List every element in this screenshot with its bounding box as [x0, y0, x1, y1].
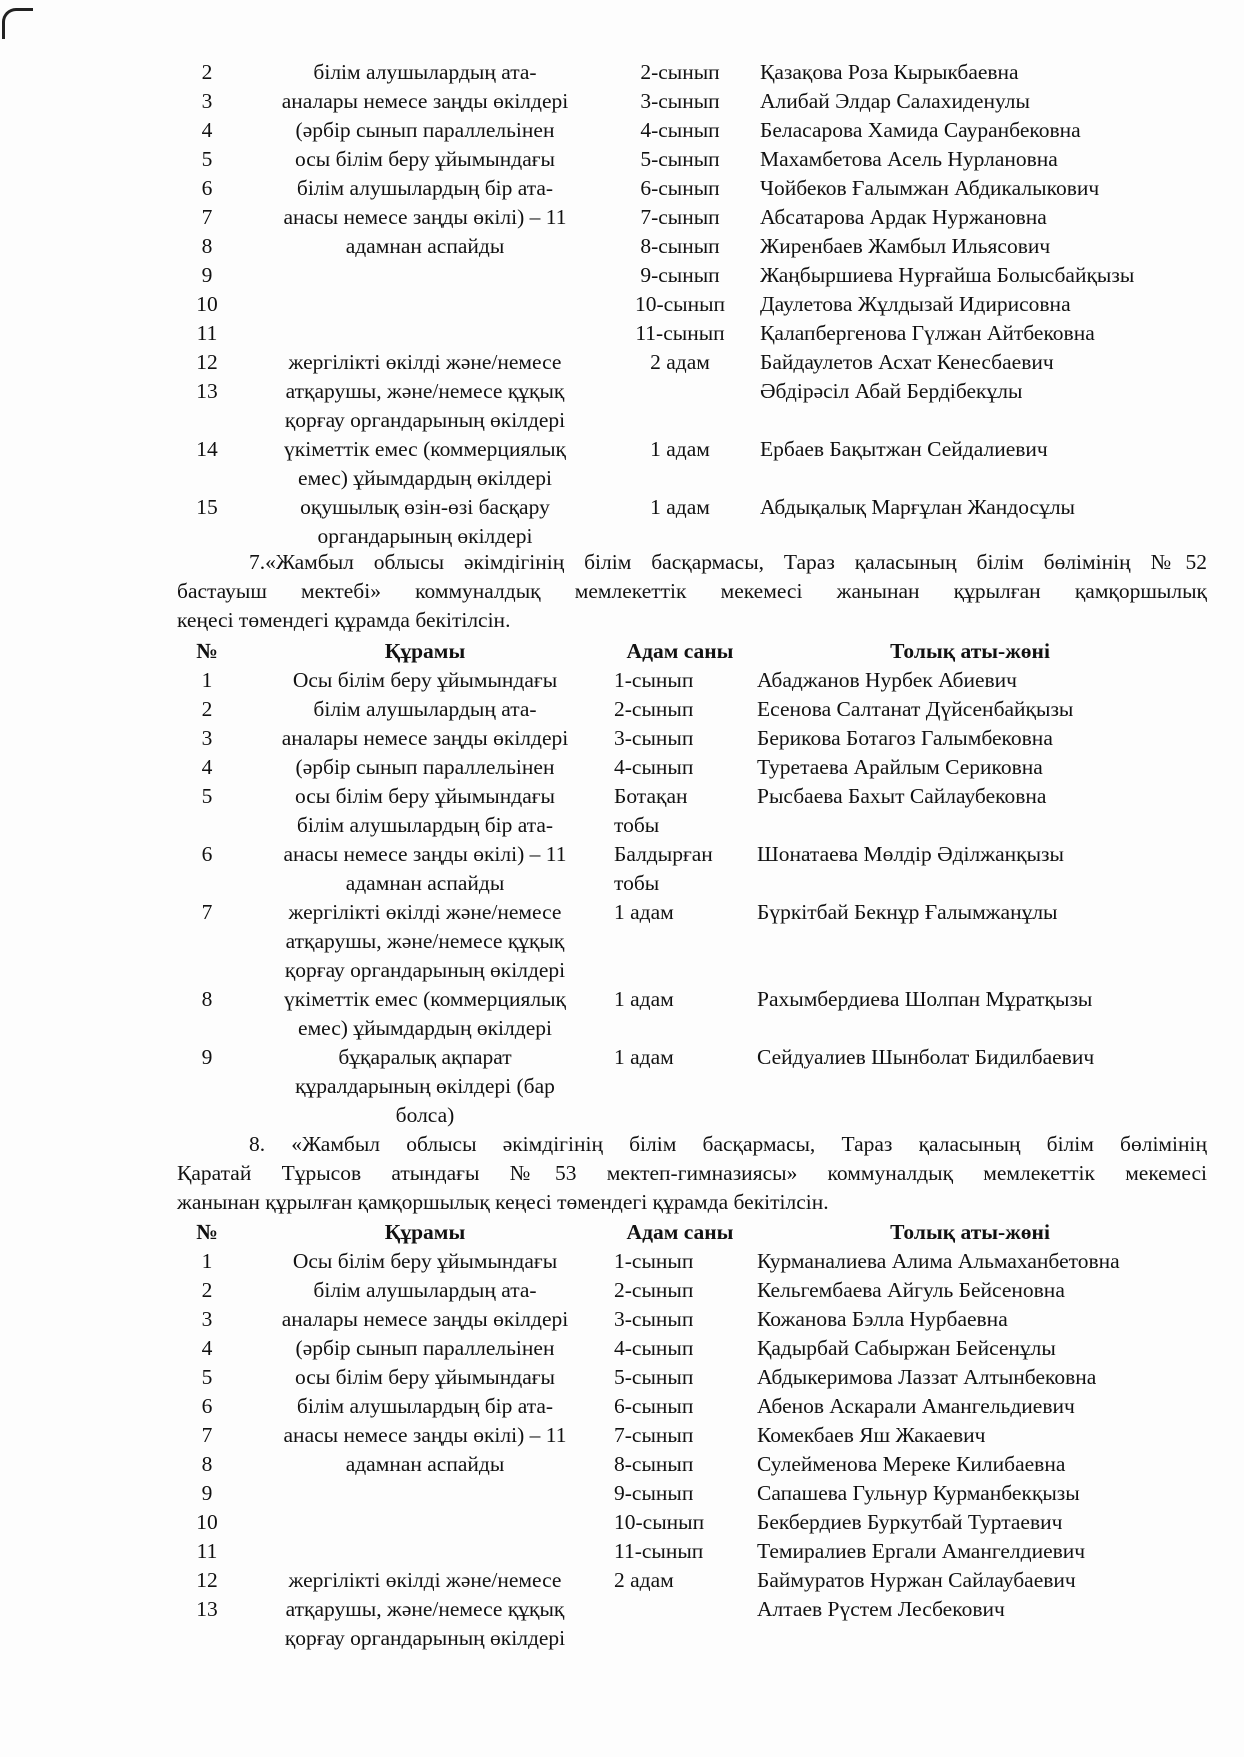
row-count: 7-сынып: [640, 205, 720, 229]
row-number: 4: [201, 1336, 213, 1360]
row-composition: білім алушылардың бір ата-: [296, 176, 554, 200]
row-number: 9: [201, 263, 213, 287]
row-count: 9-сынып: [640, 263, 720, 287]
table-row: [0, 1043, 1244, 1072]
row-count: 1 адам: [614, 900, 674, 924]
row-full-name: Сулейменова Мереке Килибаевна: [757, 1452, 1066, 1476]
row-composition: білім алушылардың ата-: [313, 697, 537, 721]
table-row: [0, 724, 1244, 753]
row-composition: (әрбір сынып параллельінен: [295, 755, 555, 779]
table-row: [0, 203, 1244, 232]
table-row: [0, 985, 1244, 1014]
table-row: [0, 348, 1244, 377]
table-header-row: [0, 637, 1244, 666]
row-number: 3: [201, 1307, 213, 1331]
row-count: 4-сынып: [640, 118, 720, 142]
row-count: 2 адам: [614, 1568, 674, 1592]
table-7: [0, 637, 1244, 1130]
row-full-name: Беласарова Хамида Сауранбековна: [760, 118, 1081, 142]
row-composition: атқарушы, және/немесе құқық: [285, 379, 565, 403]
row-count: 4-сынып: [614, 755, 694, 779]
row-full-name: Сейдуалиев Шынболат Бидилбаевич: [757, 1045, 1095, 1069]
row-count: тобы: [614, 871, 660, 895]
row-composition: қорғау органдарының өкілдері: [284, 958, 566, 982]
header-composition: Құрамы: [384, 639, 466, 663]
table-row: [0, 666, 1244, 695]
table-row: [0, 319, 1244, 348]
row-composition: емес) ұйымдардың өкілдері: [298, 1016, 552, 1040]
row-count: 2-сынып: [614, 1278, 694, 1302]
row-count: 11-сынып: [635, 321, 725, 345]
table-row: [0, 1101, 1244, 1130]
table-row: [0, 377, 1244, 406]
scan-corner-mark: [2, 8, 33, 39]
row-number: 10: [196, 1510, 218, 1534]
paragraph-7: [177, 548, 1207, 635]
row-number: 9: [201, 1481, 213, 1505]
header-full-name: Толық аты-жөні: [890, 1220, 1050, 1244]
table-row: [0, 695, 1244, 724]
row-number: 14: [196, 437, 218, 461]
row-full-name: Қадырбай Сабыржан Бейсенұлы: [757, 1336, 1056, 1360]
table-row: [0, 1508, 1244, 1537]
table-row: [0, 1392, 1244, 1421]
row-composition: атқарушы, және/немесе құқық: [285, 929, 565, 953]
row-composition: органдарының өкілдері: [317, 524, 533, 548]
row-composition: білім алушылардың ата-: [313, 60, 537, 84]
row-count: 5-сынып: [640, 147, 720, 171]
row-composition: білім алушылардың бір ата-: [296, 1394, 554, 1418]
row-composition: атқарушы, және/немесе құқық: [285, 1597, 565, 1621]
row-number: 6: [201, 842, 213, 866]
row-composition: құралдарының өкілдері (бар: [295, 1074, 555, 1098]
paragraph-7-line: бастауыш мектебі» коммуналдық мемлекеттік мекемесі жанынан құрылған қамқоршылық: [177, 579, 1207, 603]
row-number: 13: [196, 1597, 218, 1621]
row-composition: жергілікті өкілді және/немесе: [288, 350, 562, 374]
table-row: [0, 1334, 1244, 1363]
table-row: [0, 145, 1244, 174]
row-composition: қорғау органдарының өкілдері: [284, 408, 566, 432]
table-row: [0, 811, 1244, 840]
row-composition: жергілікті өкілді және/немесе: [288, 1568, 562, 1592]
table-row: [0, 1276, 1244, 1305]
table-continued: [0, 58, 1244, 551]
row-count: 1 адам: [614, 987, 674, 1011]
row-composition: осы білім беру ұйымындағы: [294, 1365, 556, 1389]
row-number: 8: [201, 987, 213, 1011]
row-number: 2: [201, 60, 213, 84]
table-row: [0, 406, 1244, 435]
row-count: 3-сынып: [640, 89, 720, 113]
row-full-name: Темиралиев Ергали Амангелдиевич: [757, 1539, 1086, 1563]
row-full-name: Ербаев Бақытжан Сейдалиевич: [760, 437, 1048, 461]
row-composition: Осы білім беру ұйымындағы: [292, 668, 558, 692]
row-count: 10-сынып: [614, 1510, 705, 1534]
row-full-name: Чойбеков Ғалымжан Абдикалыкович: [760, 176, 1100, 200]
row-number: 3: [201, 89, 213, 113]
row-composition: білім алушылардың ата-: [313, 1278, 537, 1302]
row-number: 8: [201, 1452, 213, 1476]
table-row: [0, 753, 1244, 782]
row-full-name: Абдықалық Марғұлан Жандосұлы: [760, 495, 1075, 519]
table-row: [0, 956, 1244, 985]
row-composition: білім алушылардың бір ата-: [296, 813, 554, 837]
row-number: 8: [201, 234, 213, 258]
row-count: 6-сынып: [640, 176, 720, 200]
table-row: [0, 869, 1244, 898]
row-full-name: Бекбердиев Буркутбай Туртаевич: [757, 1510, 1063, 1534]
header-composition: Құрамы: [384, 1220, 466, 1244]
row-count: 6-сынып: [614, 1394, 694, 1418]
row-full-name: Бүркітбай Бекнұр Ғалымжанұлы: [757, 900, 1058, 924]
table-row: [0, 232, 1244, 261]
row-count: 1-сынып: [614, 1249, 694, 1273]
header-count: Адам саны: [626, 639, 734, 663]
table-row: [0, 1595, 1244, 1624]
table-row: [0, 1247, 1244, 1276]
row-count: 9-сынып: [614, 1481, 694, 1505]
table-row: [0, 261, 1244, 290]
table-row: [0, 522, 1244, 551]
row-count: 10-сынып: [634, 292, 726, 316]
row-count: Балдырған: [614, 842, 713, 866]
header-number: №: [196, 1220, 218, 1244]
row-composition: бұқаралық ақпарат: [338, 1045, 512, 1069]
table-row: [0, 1363, 1244, 1392]
row-number: 11: [196, 1539, 218, 1563]
row-full-name: Қазақова Роза Кырыкбаевна: [760, 60, 1019, 84]
row-count: тобы: [614, 813, 660, 837]
table-row: [0, 1421, 1244, 1450]
row-full-name: Кожанова Бэлла Нурбаевна: [757, 1307, 1008, 1331]
row-full-name: Сапашева Гульнур Курманбекқызы: [757, 1481, 1080, 1505]
row-count: 1 адам: [650, 437, 710, 461]
row-composition: аналары немесе заңды өкілдері: [281, 89, 569, 113]
paragraph-8: [177, 1130, 1207, 1217]
row-number: 5: [201, 1365, 213, 1389]
row-number: 7: [201, 205, 213, 229]
table-row: [0, 840, 1244, 869]
table-row: [0, 1537, 1244, 1566]
row-count: Ботақан: [614, 784, 688, 808]
row-full-name: Қалапбергенова Гүлжан Айтбековна: [760, 321, 1095, 345]
row-number: 11: [196, 321, 218, 345]
row-count: 1 адам: [614, 1045, 674, 1069]
row-composition: адамнан аспайды: [345, 1452, 505, 1476]
row-count: 3-сынып: [614, 1307, 694, 1331]
row-count: 1 адам: [650, 495, 710, 519]
row-composition: (әрбір сынып параллельінен: [295, 118, 555, 142]
row-composition: адамнан аспайды: [345, 871, 505, 895]
row-count: 7-сынып: [614, 1423, 694, 1447]
row-number: 9: [201, 1045, 213, 1069]
row-number: 2: [201, 1278, 213, 1302]
row-composition: жергілікті өкілді және/немесе: [288, 900, 562, 924]
table-row: [0, 464, 1244, 493]
row-full-name: Алтаев Рүстем Лесбекович: [757, 1597, 1005, 1621]
row-composition: үкіметтік емес (коммерциялық: [284, 987, 566, 1011]
row-composition: анасы немесе заңды өкілі) – 11: [283, 842, 567, 866]
paragraph-7-line: кеңесі төмендегі құрамда бекітілсін.: [177, 608, 511, 632]
row-composition: анасы немесе заңды өкілі) – 11: [283, 205, 567, 229]
row-full-name: Абсатарова Ардак Нуржановна: [760, 205, 1047, 229]
row-full-name: Әбдірәсіл Абай Бердібекұлы: [760, 379, 1023, 403]
row-number: 15: [196, 495, 218, 519]
row-full-name: Берикова Ботагоз Галымбековна: [757, 726, 1053, 750]
row-full-name: Байдаулетов Асхат Кенесбаевич: [760, 350, 1054, 374]
table-row: [0, 782, 1244, 811]
row-number: 13: [196, 379, 218, 403]
row-full-name: Жаңбыршиева Нурғайша Болысбайқызы: [760, 263, 1135, 287]
row-composition: аналары немесе заңды өкілдері: [281, 1307, 569, 1331]
row-count: 1-сынып: [614, 668, 694, 692]
row-count: 3-сынып: [614, 726, 694, 750]
row-composition: болса): [395, 1103, 455, 1127]
row-count: 2 адам: [650, 350, 710, 374]
row-full-name: Рысбаева Бахыт Сайлаубековна: [757, 784, 1047, 808]
paragraph-8-line: 8. «Жамбыл облысы әкімдігінің білім басқармасы, Тараз қаласының білім бөлімінің: [249, 1132, 1207, 1156]
table-row: [0, 1014, 1244, 1043]
row-number: 1: [201, 668, 213, 692]
row-full-name: Курманалиева Алима Альмаханбетовна: [757, 1249, 1120, 1273]
row-number: 3: [201, 726, 213, 750]
table-row: [0, 174, 1244, 203]
row-count: 11-сынып: [614, 1539, 704, 1563]
row-composition: қорғау органдарының өкілдері: [284, 1626, 566, 1650]
table-row: [0, 58, 1244, 87]
row-number: 5: [201, 147, 213, 171]
table-row: [0, 1624, 1244, 1653]
table-row: [0, 927, 1244, 956]
table-8: [0, 1218, 1244, 1653]
table-header-row: [0, 1218, 1244, 1247]
table-row: [0, 898, 1244, 927]
row-number: 12: [196, 1568, 218, 1592]
row-composition: осы білім беру ұйымындағы: [294, 784, 556, 808]
row-count: 8-сынып: [614, 1452, 694, 1476]
row-number: 10: [196, 292, 218, 316]
table-row: [0, 493, 1244, 522]
row-composition: емес) ұйымдардың өкілдері: [298, 466, 552, 490]
paragraph-8-line: жанынан құрылған қамқоршылық кеңесі төмендегі құрамда бекітілсін.: [177, 1190, 829, 1214]
row-number: 6: [201, 1394, 213, 1418]
row-composition: адамнан аспайды: [345, 234, 505, 258]
row-full-name: Есенова Салтанат Дүйсенбайқызы: [757, 697, 1074, 721]
row-composition: (әрбір сынып параллельінен: [295, 1336, 555, 1360]
table-row: [0, 1566, 1244, 1595]
row-count: 5-сынып: [614, 1365, 694, 1389]
header-count: Адам саны: [626, 1220, 734, 1244]
row-number: 6: [201, 176, 213, 200]
row-composition: үкіметтік емес (коммерциялық: [284, 437, 566, 461]
row-full-name: Рахымбердиева Шолпан Мұратқызы: [757, 987, 1093, 1011]
paragraph-8-line: Қаратай Тұрысов атындағы №53 мектеп-гимназиясы» коммуналдық мемлекеттік мекемесі: [177, 1161, 1207, 1185]
row-number: 4: [201, 118, 213, 142]
row-composition: Осы білім беру ұйымындағы: [292, 1249, 558, 1273]
header-full-name: Толық аты-жөні: [890, 639, 1050, 663]
row-full-name: Жиренбаев Жамбыл Ильясович: [760, 234, 1051, 258]
row-count: 2-сынып: [614, 697, 694, 721]
row-number: 5: [201, 784, 213, 808]
row-full-name: Абенов Аскарали Амангельдиевич: [757, 1394, 1075, 1418]
row-number: 2: [201, 697, 213, 721]
row-count: 8-сынып: [640, 234, 720, 258]
row-composition: осы білім беру ұйымындағы: [294, 147, 556, 171]
row-full-name: Баймуратов Нуржан Сайлаубаевич: [757, 1568, 1076, 1592]
row-number: 7: [201, 1423, 213, 1447]
row-composition: аналары немесе заңды өкілдері: [281, 726, 569, 750]
row-full-name: Кельгембаева Айгуль Бейсеновна: [757, 1278, 1065, 1302]
table-row: [0, 116, 1244, 145]
row-composition: оқушылық өзін-өзі басқару: [300, 495, 550, 519]
row-number: 12: [196, 350, 218, 374]
row-count: 4-сынып: [614, 1336, 694, 1360]
row-number: 7: [201, 900, 213, 924]
row-full-name: Даулетова Жұлдызай Идирисовна: [760, 292, 1071, 316]
row-full-name: Махамбетова Асель Нурлановна: [760, 147, 1058, 171]
row-composition: анасы немесе заңды өкілі) – 11: [283, 1423, 567, 1447]
table-row: [0, 1450, 1244, 1479]
row-full-name: Туретаева Арайлым Сериковна: [757, 755, 1043, 779]
row-full-name: Шонатаева Мөлдір Әділжанқызы: [757, 842, 1064, 866]
table-row: [0, 1072, 1244, 1101]
table-row: [0, 290, 1244, 319]
row-full-name: Алибай Элдар Салахиденулы: [760, 89, 1030, 113]
row-count: 2-сынып: [640, 60, 720, 84]
row-number: 4: [201, 755, 213, 779]
header-number: №: [196, 639, 218, 663]
row-full-name: Абдыкеримова Лаззат Алтынбековна: [757, 1365, 1097, 1389]
paragraph-7-line: 7.«Жамбыл облысы әкімдігінің білім басқармасы, Тараз қаласының білім бөлімінің №52: [249, 550, 1207, 574]
table-row: [0, 1479, 1244, 1508]
table-row: [0, 435, 1244, 464]
table-row: [0, 1305, 1244, 1334]
table-row: [0, 87, 1244, 116]
row-number: 1: [201, 1249, 213, 1273]
row-full-name: Абаджанов Нурбек Абиевич: [757, 668, 1017, 692]
row-full-name: Комекбаев Яш Жакаевич: [757, 1423, 986, 1447]
